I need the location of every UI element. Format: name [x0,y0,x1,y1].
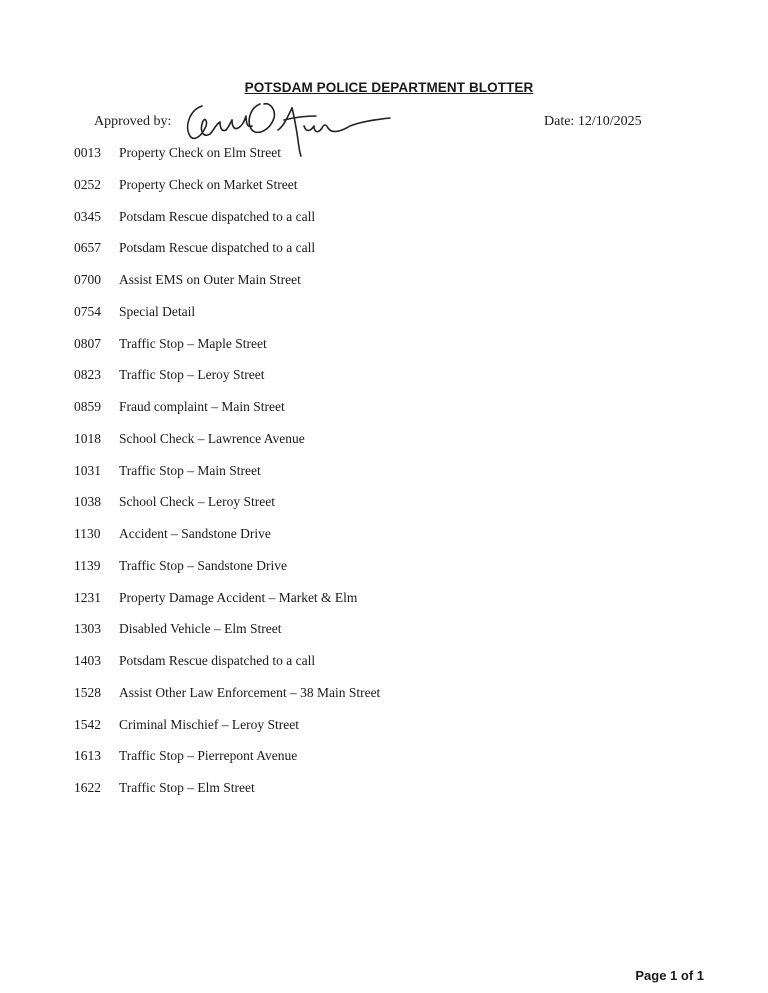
blotter-entry [74,621,380,653]
entry-description: Property Damage Accident – Market & Elm [119,589,358,605]
entry-description: Fraud complaint – Main Street [119,399,285,414]
page-number: Page 1 of 1 [635,968,704,983]
blotter-entry [74,558,380,590]
entry-time: 1613 [74,748,101,764]
entry-description: Potsdam Rescue dispatched to a call [119,208,316,224]
entry-description: Accident – Sandstone Drive [119,526,271,541]
entry-description: Traffic Stop – Pierrepont Avenue [119,748,298,764]
entry-time: 1038 [74,494,101,510]
entry-time: 1130 [74,526,101,541]
blotter-entry [74,304,380,336]
entry-time: 0823 [74,367,101,383]
entry-description: Traffic Stop – Main Street [119,462,261,478]
entry-description: School Check – Lawrence Avenue [119,430,305,446]
blotter-entry [74,336,380,368]
entry-time: 0657 [74,240,101,256]
entry-description: Traffic Stop – Leroy Street [119,367,265,383]
entry-time: 0859 [74,399,101,414]
blotter-entry [74,177,380,209]
entry-description: Traffic Stop – Elm Street [119,780,255,795]
entry-description: Assist EMS on Outer Main Street [119,272,301,287]
entry-time: 1231 [74,589,101,605]
blotter-entry [74,399,380,431]
document-title: POTSDAM POLICE DEPARTMENT BLOTTER [244,80,534,95]
blotter-entry [74,685,380,717]
entry-description: Assist Other Law Enforcement – 38 Main Street [119,684,381,700]
blotter-entry [74,367,380,399]
entry-time: 1139 [74,557,101,573]
entry-time: 1303 [74,621,101,637]
entry-time: 1528 [74,684,101,700]
blotter-entry [74,431,380,463]
entry-time: 0807 [74,335,101,351]
entry-description: Potsdam Rescue dispatched to a call [119,653,316,668]
date-label: Date: 12/10/2025 [544,114,642,129]
blotter-entry [74,240,380,272]
entry-time: 0252 [74,176,101,192]
blotter-entry [74,748,380,780]
blotter-entry-list [74,145,380,812]
entry-time: 1018 [74,430,101,446]
entry-description: Traffic Stop – Sandstone Drive [119,557,287,573]
entry-time: 0013 [74,145,101,160]
blotter-entry [74,209,380,241]
entry-description: Property Check on Market Street [119,176,298,192]
entry-description: School Check – Leroy Street [119,494,275,510]
entry-time: 1031 [74,462,101,478]
entry-time: 0754 [74,303,101,319]
blotter-entry [74,463,380,495]
entry-description: Traffic Stop – Maple Street [119,335,267,351]
entry-description: Potsdam Rescue dispatched to a call [119,240,316,256]
entry-time: 1622 [74,780,101,795]
blotter-entry [74,494,380,526]
blotter-entry [74,272,380,304]
entry-time: 1403 [74,653,101,668]
blotter-entry [74,526,380,558]
entry-time: 0345 [74,208,101,224]
blotter-entry [74,590,380,622]
approved-by-label: Approved by: [94,114,172,129]
blotter-entry [74,145,380,177]
entry-time: 0700 [74,272,101,287]
blotter-entry [74,717,380,749]
blotter-entry [74,653,380,685]
entry-description: Special Detail [119,303,196,319]
entry-time: 1542 [74,716,101,732]
entry-description: Disabled Vehicle – Elm Street [119,621,282,637]
blotter-entry [74,780,380,812]
entry-description: Criminal Mischief – Leroy Street [119,716,299,732]
entry-description: Property Check on Elm Street [119,145,281,160]
